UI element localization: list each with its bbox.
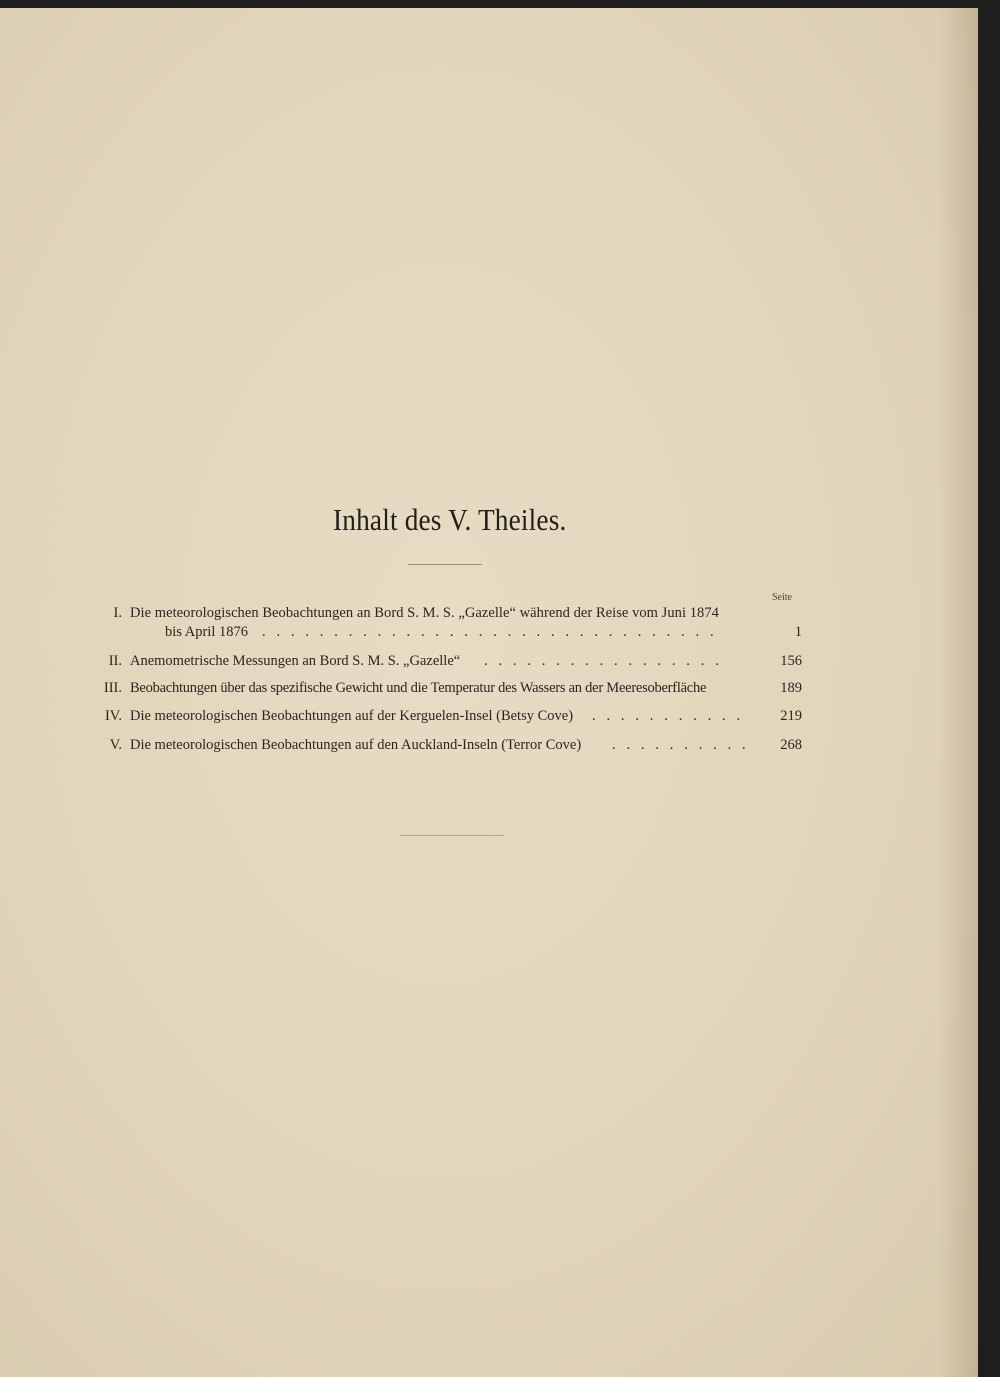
toc-entry-text: Anemometrische Messungen an Bord S. M. S. „Gazelle“ [130,653,461,669]
toc-leader-dots: . . . . . . . . . . . . . . . . . [484,653,723,669]
toc-page-number: 1 [794,624,802,640]
toc-entry-text: Beobachtungen über das spezifische Gewicht und die Temperatur des Wassers an der Meeresoberfläche [130,680,707,696]
toc-page-number: 268 [780,737,802,753]
toc-entry-text: Die meteorologischen Beobachtungen auf den Auckland-Inseln (Terror Cove) [130,737,582,753]
table-of-contents [0,8,978,1377]
toc-page-number: 189 [780,680,802,696]
toc-entry-text-line2: bis April 1876 [165,624,248,640]
toc-entry-text: Die meteorologischen Beobachtungen auf der Kerguelen-Insel (Betsy Cove) [130,708,574,724]
toc-leader-dots: . . . . . . . . . . . [592,708,744,724]
toc-entry-number: III. [103,680,122,696]
toc-entry-number: II. [108,653,122,669]
toc-page-number: 156 [780,653,802,669]
toc-entry-number: V. [109,737,122,753]
toc-entry-text: Die meteorologischen Beobachtungen an Bord S. M. S. „Gazelle“ während der Reise vom Juni 1874 [130,605,719,621]
toc-page-number: 219 [780,708,802,724]
toc-entry-number: IV. [104,708,122,724]
toc-leader-dots: . . . . . . . . . . . . . . . . . . . . . . . . . . . . . . . . [262,624,718,640]
section-divider [400,835,504,836]
page-title: Inhalt des V. Theiles. [333,502,567,537]
page-column-label: Seite [772,592,792,603]
document-page [0,8,978,1377]
toc-leader-dots: . . . . . . . . . . [612,737,750,753]
toc-entry-number: I. [113,605,122,621]
